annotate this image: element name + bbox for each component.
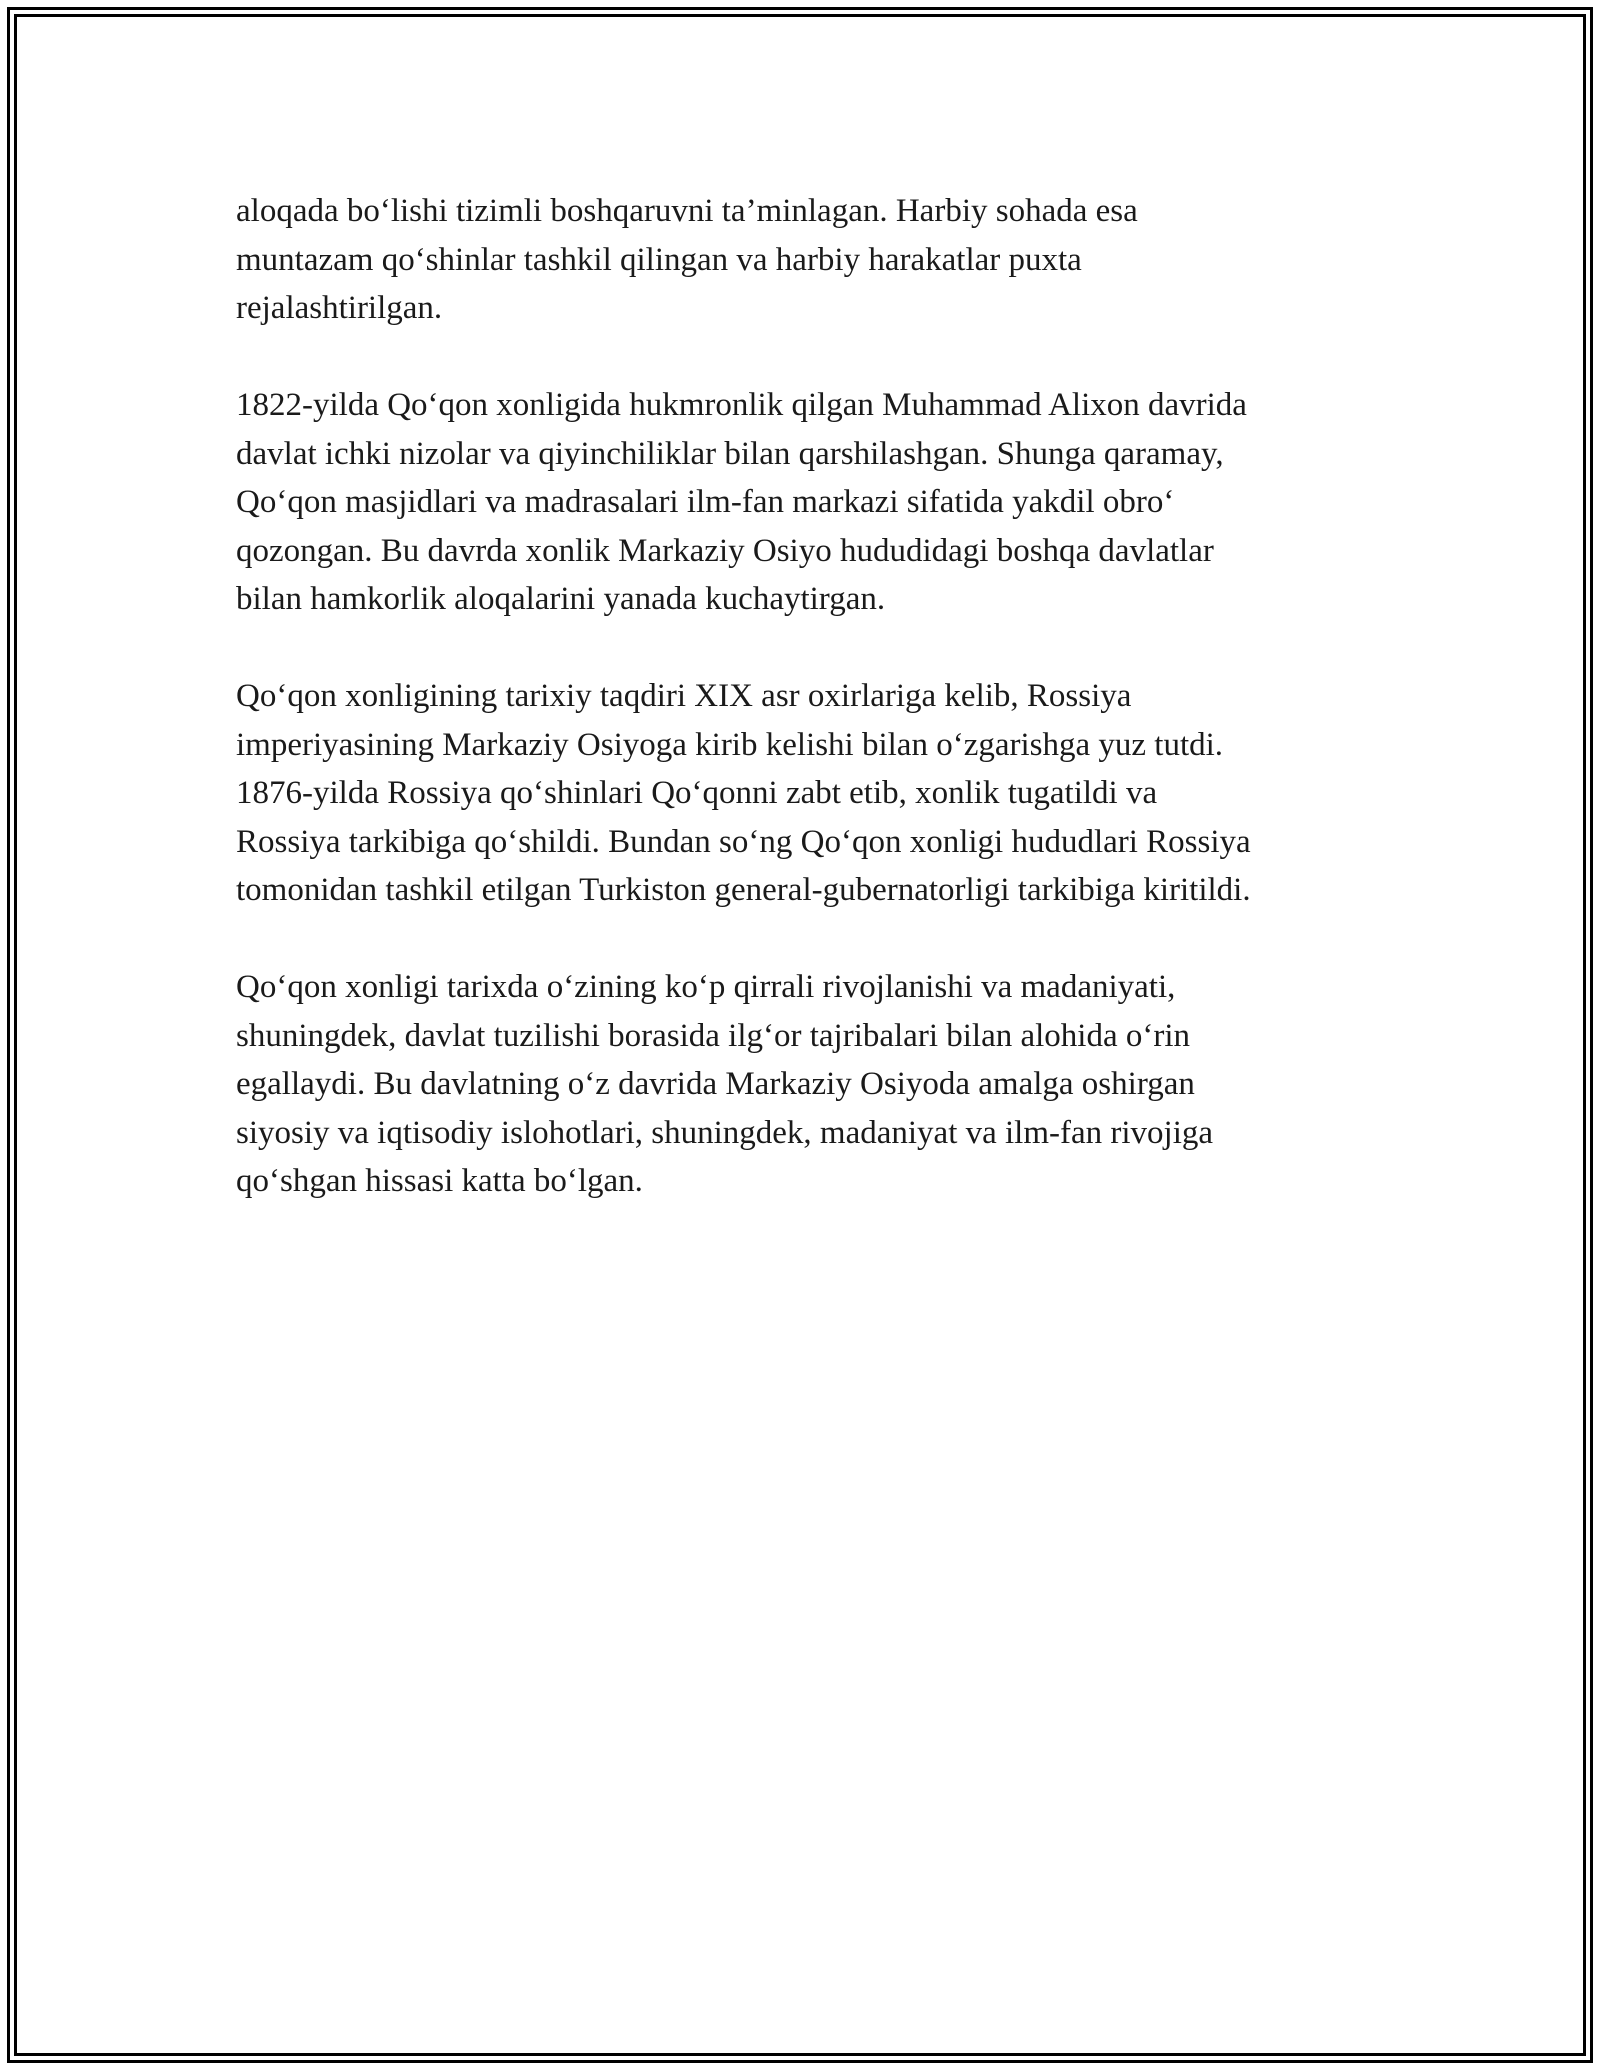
text-line: davlat ichki nizolar va qiyinchiliklar bilan qarshilashgan. Shunga qaramay, xyxy=(236,435,1224,472)
text-line: muntazam qo‘shinlar tashkil qilingan va harbiy harakatlar puxta xyxy=(236,241,1082,278)
text-line: siyosiy va iqtisodiy islohotlari, shuningdek, madaniyat va ilm-fan rivojiga xyxy=(236,1114,1214,1151)
text-line: 1822-yilda Qo‘qon xonligida hukmronlik qilgan Muhammad Alixon davrida xyxy=(236,387,1247,423)
paragraph-3 xyxy=(236,672,1386,915)
text-line: Qo‘qon xonligining tarixiy taqdiri XIX asr oxirlariga kelib, Rossiya xyxy=(236,678,1132,714)
text-line: 1876-yilda Rossiya qo‘shinlari Qo‘qonni zabt etib, xonlik tugatildi va xyxy=(236,775,1158,811)
text-line: qo‘shgan hissasi katta bo‘lgan. xyxy=(236,1163,643,1199)
text-line: Qo‘qon xonligi tarixda o‘zining ko‘p qirrali rivojlanishi va madaniyati, xyxy=(236,969,1176,1005)
paragraph-1 xyxy=(236,187,1386,333)
text-line: bilan hamkorlik aloqalarini yanada kuchaytirgan. xyxy=(236,581,886,617)
text-line: aloqada bo‘lishi tizimli boshqaruvni ta’minlagan. Harbiy sohada esa xyxy=(236,193,1138,229)
text-line: tomonidan tashkil etilgan Turkiston general-gubernatorligi tarkibiga kiritildi. xyxy=(236,872,1251,908)
document-body xyxy=(236,187,1386,1254)
paragraph-2 xyxy=(236,381,1386,624)
text-line: shuningdek, davlat tuzilishi borasida ilg‘or tajribalari bilan alohida o‘rin xyxy=(236,1017,1191,1054)
text-line: imperiyasining Markaziy Osiyoga kirib kelishi bilan o‘zgarishga yuz tutdi. xyxy=(236,726,1224,763)
text-line: rejalashtirilgan. xyxy=(236,290,443,326)
paragraph-4 xyxy=(236,963,1386,1206)
text-line: egallaydi. Bu davlatning o‘z davrida Markaziy Osiyoda amalga oshirgan xyxy=(236,1066,1195,1102)
text-line: Qo‘qon masjidlari va madrasalari ilm-fan markazi sifatida yakdil obro‘ xyxy=(236,484,1175,520)
text-line: Rossiya tarkibiga qo‘shildi. Bundan so‘ng Qo‘qon xonligi hududlari Rossiya xyxy=(236,823,1251,860)
text-line: qozongan. Bu davrda xonlik Markaziy Osiyo hududidagi boshqa davlatlar xyxy=(236,532,1214,569)
